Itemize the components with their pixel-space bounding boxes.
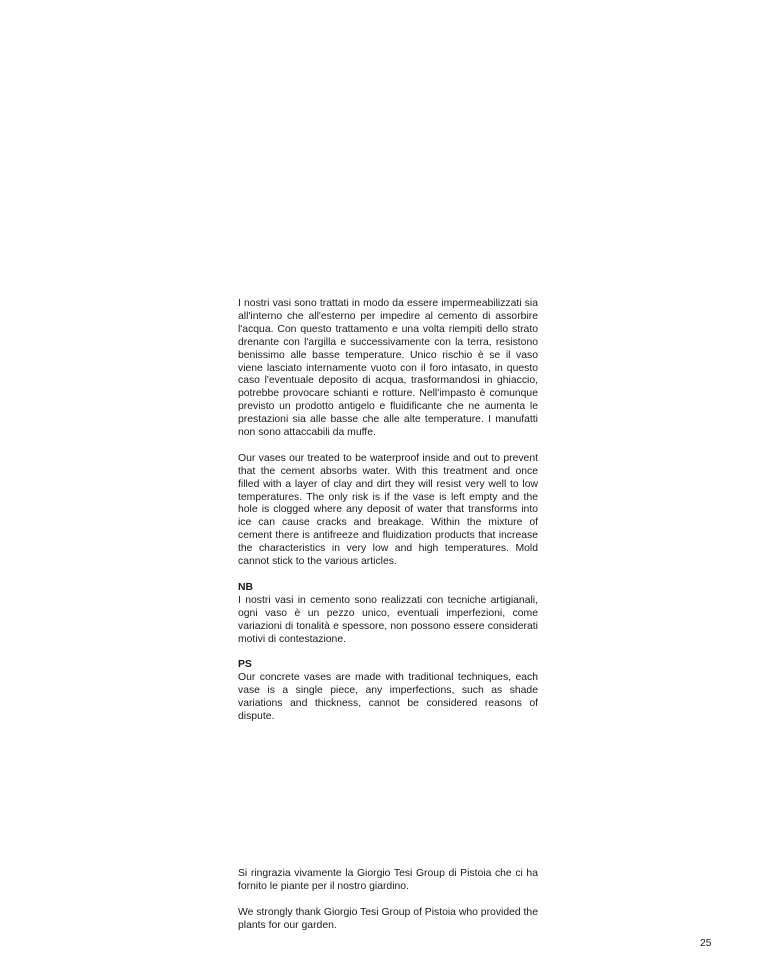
- main-text-block: [238, 298, 538, 737]
- thanks-block: [238, 868, 538, 945]
- thanks-paragraph-italian: Si ringrazia vivamente la Giorgio Tesi Group di Pistoia che ci ha fornito le piante per il nostro giardino.: [238, 868, 538, 892]
- nb-paragraph: I nostri vasi in cemento sono realizzati con tecniche artigianali, ogni vaso è un pezzo unico, eventuali imperfezioni, come variazioni di tonalità e spessore, non possono essere considerati motivi di contestazione.: [238, 594, 538, 645]
- thanks-paragraph-english: We strongly thank Giorgio Tesi Group of Pistoia who provided the plants for our garden.: [238, 906, 538, 931]
- page-number: 25: [700, 938, 712, 949]
- care-paragraph-italian: I nostri vasi sono trattati in modo da essere impermeabilizzati sia all'interno che all'esterno per impedire al cemento di assorbire l'acqua. Con questo trattamento e una volta riempiti dello strato drenante con l'argilla e successivamente con la terra, resistono benissimo alle basse temperature. Unico rischio è se il vaso viene lasciato internamente vuoto con il foro intasato, in questo caso l'eventuale deposito di acqua, trasformandosi in ghiaccio, potrebbe provocare schianti e rotture. Nell'impasto è comunque previsto un prodotto antigelo e fluidificante che ne aumenta le prestazioni sia alle basse che alle alte temperature. I manufatti non sono attaccabili da muffe.: [238, 298, 538, 439]
- nb-heading: NB: [238, 581, 254, 593]
- care-paragraph-english: Our vases our treated to be waterproof inside and out to prevent that the cement absorbs water. With this treatment and once filled with a layer of clay and dirt they will resist very well to low temperatures. The only risk is if the vase is left empty and the hole is clogged where any deposit of water that transforms into ice can cause cracks and breakage. Within the mixture of cement there is antifreeze and fluidization products that increase the characteristics in very low and high temperatures. Mold cannot stick to the various articles.: [238, 452, 538, 568]
- ps-heading: PS: [238, 659, 252, 671]
- ps-paragraph: Our concrete vases are made with traditional techniques, each vase is a single piece, any imperfections, such as shade variations and thickness, cannot be considered reasons of dispute.: [238, 672, 538, 722]
